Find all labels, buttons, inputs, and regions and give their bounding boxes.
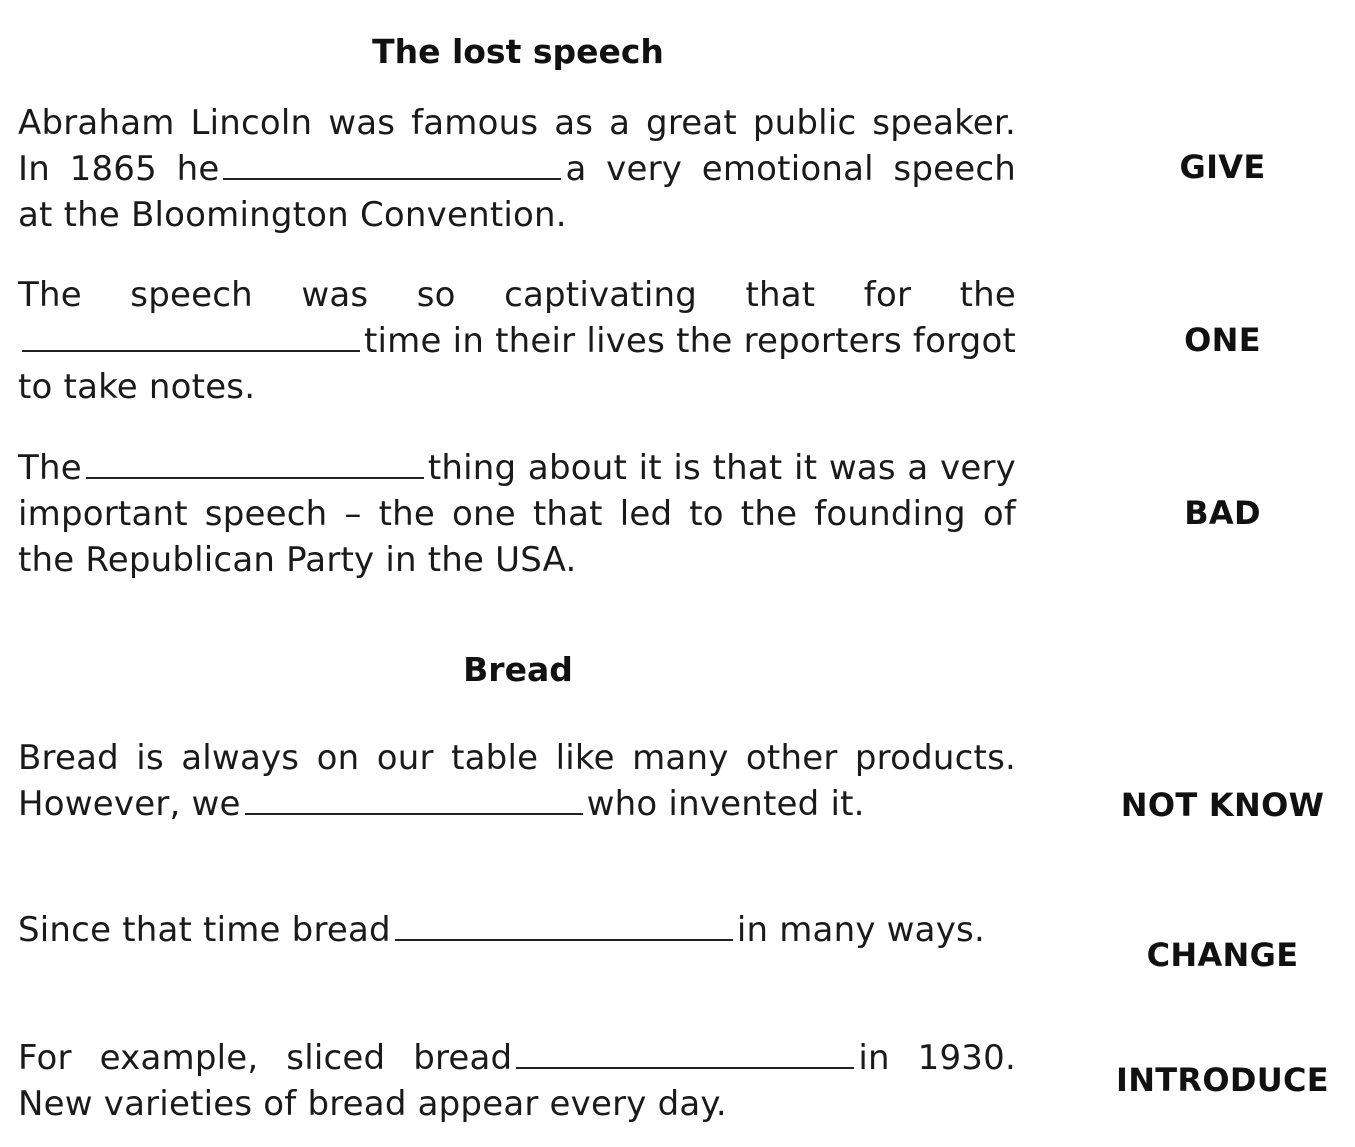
answer-blank-3[interactable] (86, 449, 424, 479)
keyword-give: GIVE (1179, 148, 1266, 186)
text-before: Since that time bread (18, 910, 391, 950)
answer-blank-1[interactable] (223, 150, 561, 180)
text-before: Bread is always on our table like many other products. However, we (18, 738, 1016, 824)
text-before: The (18, 448, 82, 488)
answer-blank-2[interactable] (22, 322, 360, 352)
text-after: thing about it is that it was a very important speech – the one that led to the founding of the Republican Party in the USA. (18, 448, 1016, 580)
text-before: Abraham Lincoln was famous as a great public speaker. In 1865 he (18, 103, 1016, 189)
text-item-1 (18, 100, 1016, 238)
answer-blank-6[interactable] (516, 1039, 854, 1069)
text-after: a very emotional speech at the Bloomington Convention. (18, 149, 1017, 235)
text-item-2 (18, 272, 1016, 410)
answer-blank-4[interactable] (245, 785, 583, 815)
text-after: time in their lives the reporters forgot to take notes. (18, 321, 1016, 407)
text-before: The speech was so captivating that for the (18, 275, 1016, 315)
section-title-lost-speech: The lost speech (372, 32, 664, 71)
text-after: who invented it. (586, 784, 865, 824)
section-title-bread: Bread (463, 650, 573, 689)
keyword-bad: BAD (1184, 494, 1261, 532)
keyword-one: ONE (1184, 321, 1261, 359)
text-after: in many ways. (736, 910, 985, 950)
text-after: in 1930. New varieties of bread appear every day. (18, 1038, 1016, 1124)
keyword-change: CHANGE (1146, 936, 1299, 974)
keyword-introduce: INTRODUCE (1116, 1061, 1329, 1099)
answer-blank-5[interactable] (395, 911, 733, 941)
text-item-3 (18, 445, 1016, 583)
text-item-4 (18, 735, 1016, 827)
text-before: For example, sliced bread (18, 1038, 513, 1078)
keyword-not-know: NOT KNOW (1120, 786, 1325, 824)
text-item-6 (18, 1035, 1016, 1127)
text-item-5 (18, 907, 1016, 953)
